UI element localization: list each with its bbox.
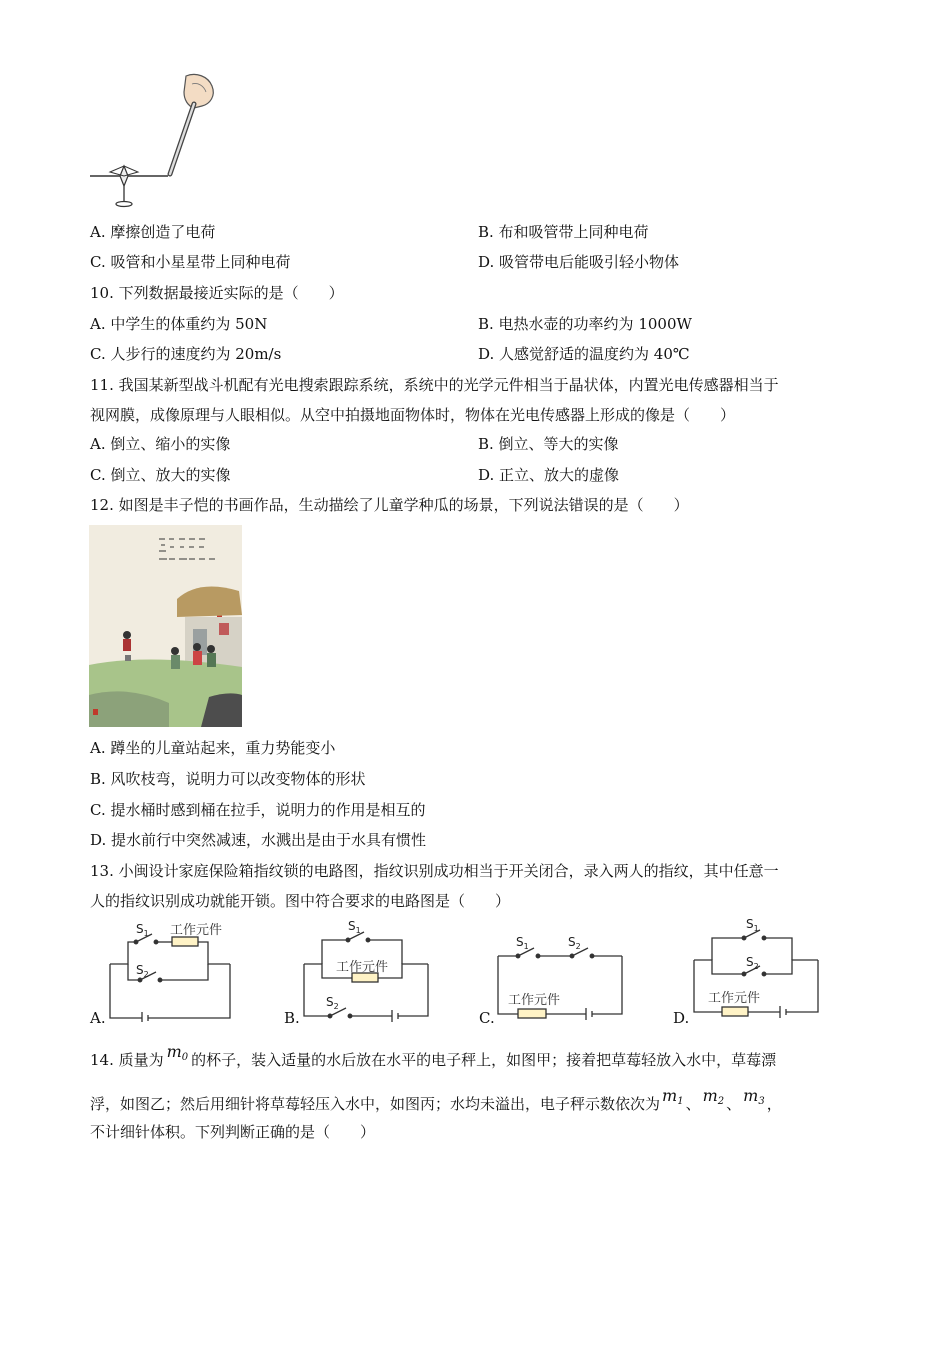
circuit-a <box>108 918 233 1022</box>
straw-star-figure <box>88 70 228 210</box>
separator: 、 <box>726 1095 742 1113</box>
q11-stem-line2: 视网膜，成像原理与人眼相似。从空中拍摄地面物体时，物体在光电传感器上形成的像是（ ） <box>90 406 736 424</box>
circuit-d-letter: D. <box>673 1009 690 1027</box>
q11-option-d: D. 正立、放大的虚像 <box>478 466 620 484</box>
q12-stem: 12. 如图是丰子恺的书画作品，生动描绘了儿童学种瓜的场景，下列说法错误的是（ ） <box>90 496 689 514</box>
q13-stem-line2: 人的指纹识别成功就能开锁。图中符合要求的电路图是（ ） <box>90 892 511 910</box>
m3-symbol: $m_3$ <box>743 1086 765 1107</box>
circuit-d-s1: $S_1$ <box>746 917 759 933</box>
circuit-d-component-label: 工作元件 <box>708 991 761 1006</box>
q14-line2-start: 浮，如图乙；然后用细针将草莓轻压入水中，如图丙；水均未溢出，电子秤示数依次为 <box>90 1095 661 1113</box>
q14-line1-start: 14. 质量为 <box>90 1051 164 1069</box>
circuit-a-s1: $S_1$ <box>136 922 149 938</box>
q10-option-c: C. 人步行的速度约为 20m/s <box>90 345 282 363</box>
circuit-d-s2: $S_2$ <box>746 955 759 971</box>
q14-line1 <box>90 1042 777 1076</box>
m2-symbol: $m_2$ <box>702 1086 725 1107</box>
circuit-c-s2: $S_2$ <box>568 935 581 951</box>
painting-illustration <box>89 525 242 727</box>
q10-option-d: D. 人感觉舒适的温度约为 40℃ <box>478 345 690 363</box>
q11-option-c: C. 倒立、放大的实像 <box>90 466 231 484</box>
q9-option-d: D. 吸管带电后能吸引轻小物体 <box>478 253 680 271</box>
circuit-c-component-label: 工作元件 <box>508 993 561 1008</box>
circuit-b <box>302 916 432 1022</box>
circuit-a-s2: $S_2$ <box>136 963 149 979</box>
circuit-b-letter: B. <box>284 1009 300 1027</box>
circuit-b-s2: $S_2$ <box>326 995 339 1011</box>
q14-line2 <box>90 1086 782 1120</box>
q13-stem-line1: 13. 小闽设计家庭保险箱指纹锁的电路图，指纹识别成功相当于开关闭合，录入两人的指纹，其中任意一 <box>90 862 779 880</box>
circuit-c-s1: $S_1$ <box>516 935 529 951</box>
q10-option-a: A. 中学生的体重约为 50N <box>90 315 268 333</box>
q11-option-b: B. 倒立、等大的实像 <box>478 435 619 453</box>
circuit-b-component-label: 工作元件 <box>336 960 389 975</box>
q9-option-c: C. 吸管和小星星带上同种电荷 <box>90 253 291 271</box>
q10-option-b: B. 电热水壶的功率约为 1000W <box>478 315 692 333</box>
q12-option-d: D. 提水前行中突然减速，水溅出是由于水具有惯性 <box>90 831 427 849</box>
circuit-c <box>496 930 626 1022</box>
separator: 、 <box>685 1095 701 1113</box>
m0-symbol: $m_0$ <box>166 1042 189 1063</box>
comma: ， <box>766 1095 782 1113</box>
q9-option-a: A. 摩擦创造了电荷 <box>90 223 216 241</box>
q10-stem: 10. 下列数据最接近实际的是（ ） <box>90 284 344 302</box>
q14-line3: 不计细针体积。下列判断正确的是（ ） <box>90 1123 376 1141</box>
q12-option-b: B. 风吹枝弯，说明力可以改变物体的形状 <box>90 770 366 788</box>
q12-option-a: A. 蹲坐的儿童站起来，重力势能变小 <box>90 739 336 757</box>
circuit-a-component-label: 工作元件 <box>170 923 223 938</box>
circuit-c-letter: C. <box>479 1009 495 1027</box>
circuit-d <box>692 914 822 1020</box>
q11-stem-line1: 11. 我国某新型战斗机配有光电搜索跟踪系统，系统中的光学元件相当于晶状体，内置光电传感器相当于 <box>90 376 779 394</box>
q12-option-c: C. 提水桶时感到桶在拉手，说明力的作用是相互的 <box>90 801 426 819</box>
m1-symbol: $m_1$ <box>662 1086 684 1107</box>
q14-line1-end: 的杯子，装入适量的水后放在水平的电子秤上，如图甲；接着把草莓轻放入水中，草莓漂 <box>191 1051 777 1069</box>
circuit-b-s1: $S_1$ <box>348 919 361 935</box>
q9-option-b: B. 布和吸管带上同种电荷 <box>478 223 649 241</box>
q11-option-a: A. 倒立、缩小的实像 <box>90 435 231 453</box>
circuit-a-letter: A. <box>90 1009 106 1027</box>
